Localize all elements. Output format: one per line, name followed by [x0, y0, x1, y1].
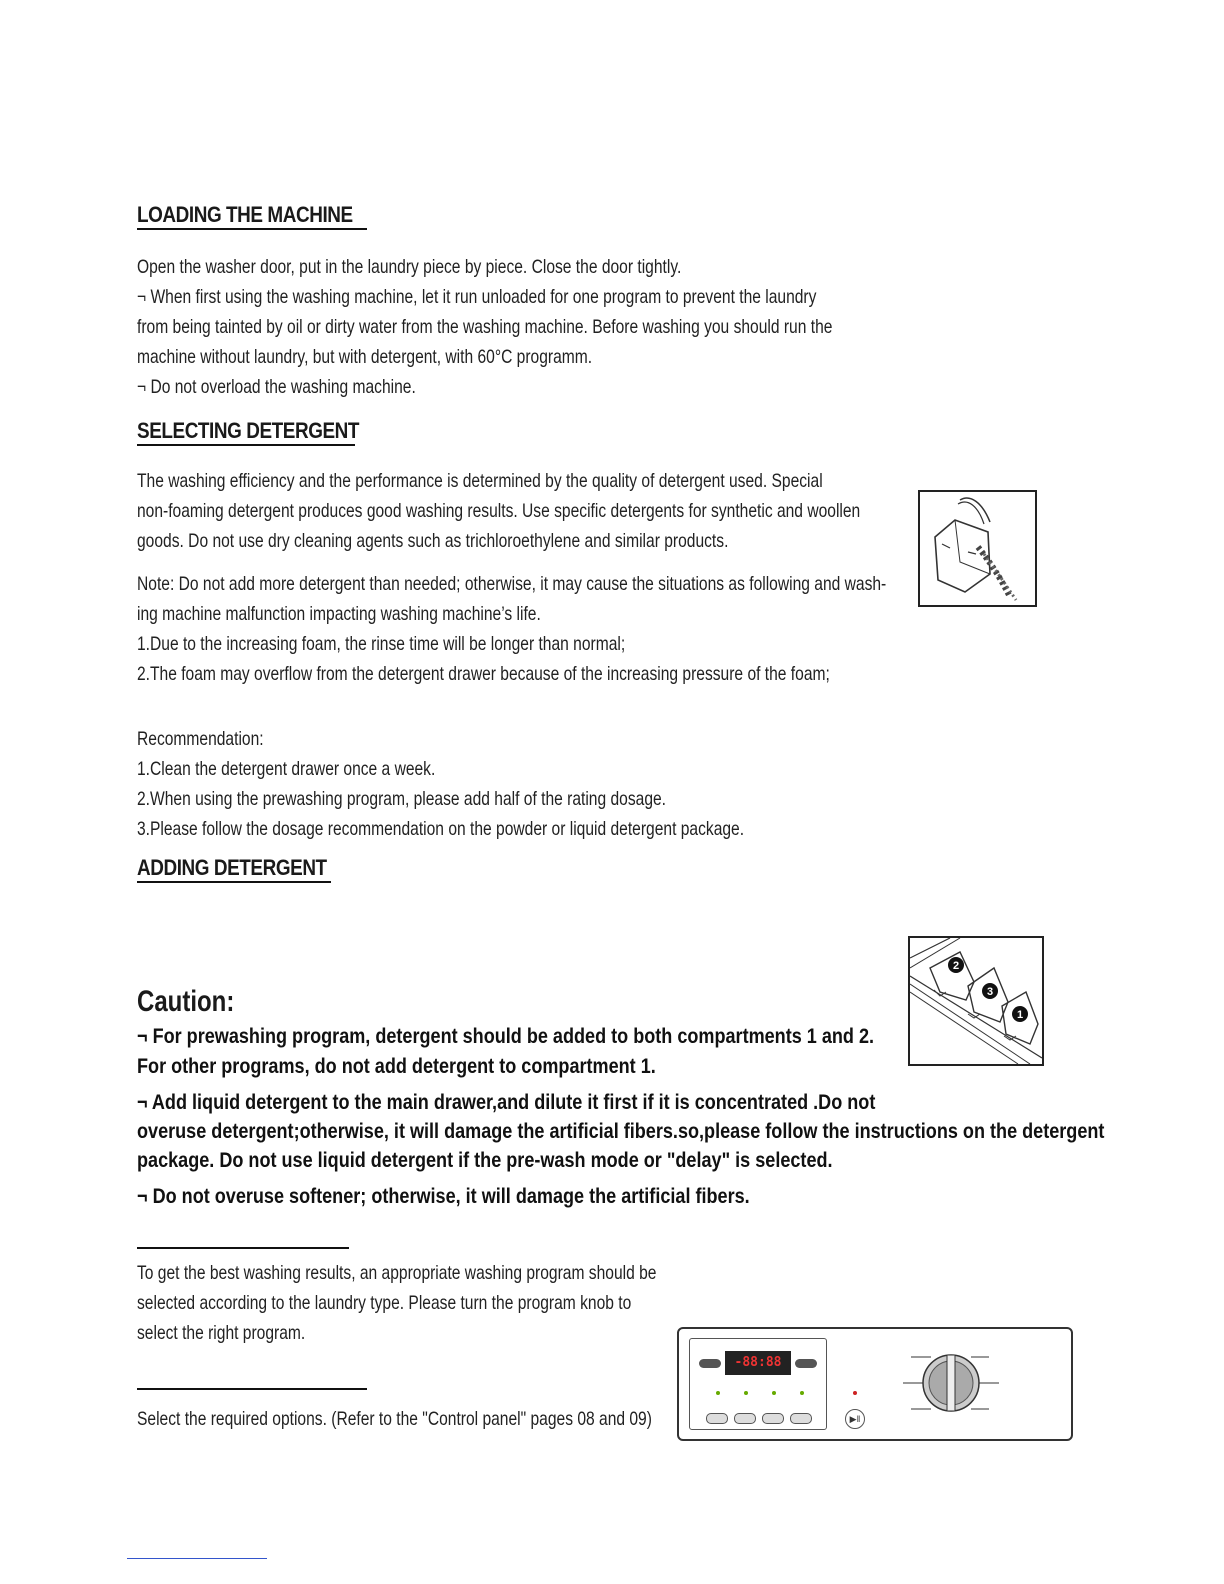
heading-selecting: SELECTING DETERGENT [137, 418, 360, 443]
led-indicator [716, 1391, 720, 1395]
note-line-1: Note: Do not add more detergent than needed; otherwise, it may cause the situations as following and wash- [137, 573, 887, 595]
caution-line-1: ¬ For prewashing program, detergent should be added to both compartments 1 and 2. [137, 1024, 875, 1048]
note-line-2: ing machine malfunction impacting washing machine’s life. [137, 603, 541, 625]
recommendation-line-1: 1.Clean the detergent drawer once a week. [137, 758, 436, 780]
heading-underline [137, 881, 331, 883]
led-display: -88:88 [725, 1351, 791, 1375]
heading-underline [137, 228, 367, 230]
option-button [762, 1413, 784, 1424]
program-line-1: To get the best washing results, an appropriate washing program should be [137, 1262, 657, 1284]
led-indicator [800, 1391, 804, 1395]
led-indicator [744, 1391, 748, 1395]
page-footer-rule [127, 1558, 267, 1559]
loading-line-1: Open the washer door, put in the laundry piece by piece. Close the door tightly. [137, 256, 682, 278]
section-rule [137, 1247, 349, 1249]
heading-loading: LOADING THE MACHINE [137, 202, 353, 227]
drawer-compartments-icon [910, 938, 1042, 1064]
recommendation-line-3: 3.Please follow the dosage recommendation on the powder or liquid detergent package. [137, 818, 745, 840]
note-line-3: 1.Due to the increasing foam, the rinse time will be longer than normal; [137, 633, 626, 655]
note-line-4: 2.The foam may overflow from the detergent drawer because of the increasing pressure of the foam; [137, 663, 830, 685]
control-panel-figure [677, 1327, 1073, 1441]
compartment-2-icon [948, 957, 964, 973]
caution-title: Caution: [137, 985, 235, 1018]
loading-line-4: machine without laundry, but with detergent, with 60°C programm. [137, 346, 593, 368]
selecting-line-2: non-foaming detergent produces good washing results. Use specific detergents for synthetic and woollen [137, 500, 861, 522]
detergent-pour-icon [920, 492, 1035, 605]
caution-line-4: overuse detergent;otherwise, it will damage the artificial fibers.so,please follow the instructions on the detergent [137, 1119, 1105, 1143]
loading-line-2: ¬ When first using the washing machine, let it run unloaded for one program to prevent the laundry [137, 286, 817, 308]
recommendation-line-2: 2.When using the prewashing program, please add half of the rating dosage. [137, 788, 667, 810]
button-left [699, 1359, 721, 1368]
loading-line-3: from being tainted by oil or dirty water from the washing machine. Before washing you should run the [137, 316, 833, 338]
caution-line-6: ¬ Do not overuse softener; otherwise, it will damage the artificial fibers. [137, 1184, 750, 1208]
button-right [795, 1359, 817, 1368]
loading-line-5: ¬ Do not overload the washing machine. [137, 376, 416, 398]
heading-underline [137, 444, 355, 446]
options-line: Select the required options. (Refer to the "Control panel" pages 08 and 09) [137, 1408, 652, 1430]
selecting-line-1: The washing efficiency and the performance is determined by the quality of detergent used. Special [137, 470, 823, 492]
program-line-3: select the right program. [137, 1322, 306, 1344]
heading-adding: ADDING DETERGENT [137, 855, 327, 880]
option-button [734, 1413, 756, 1424]
svg-text:3: 3 [986, 986, 994, 998]
section-rule [137, 1388, 367, 1390]
play-pause-icon: ▶‖ [845, 1409, 865, 1429]
detergent-drawer-figure [908, 936, 1044, 1066]
detergent-pour-figure [918, 490, 1037, 607]
program-knob-icon [901, 1335, 1001, 1433]
caution-line-3: ¬ Add liquid detergent to the main drawer,and dilute it first if it is concentrated .Do not [137, 1090, 876, 1114]
selecting-line-3: goods. Do not use dry cleaning agents such as trichloroethylene and similar products. [137, 530, 729, 552]
svg-text:2: 2 [952, 960, 960, 972]
program-line-2: selected according to the laundry type. Please turn the program knob to [137, 1292, 632, 1314]
compartment-1-icon [1012, 1006, 1028, 1022]
caution-line-5: package. Do not use liquid detergent if the pre-wash mode or "delay" is selected. [137, 1148, 833, 1172]
start-led [853, 1391, 857, 1395]
option-button [706, 1413, 728, 1424]
svg-text:1: 1 [1016, 1009, 1024, 1021]
recommendation-title: Recommendation: [137, 728, 264, 750]
compartment-3-icon [982, 983, 998, 999]
option-button [790, 1413, 812, 1424]
display-panel [689, 1338, 827, 1430]
caution-line-2: For other programs, do not add detergent to compartment 1. [137, 1054, 656, 1078]
led-indicator [772, 1391, 776, 1395]
